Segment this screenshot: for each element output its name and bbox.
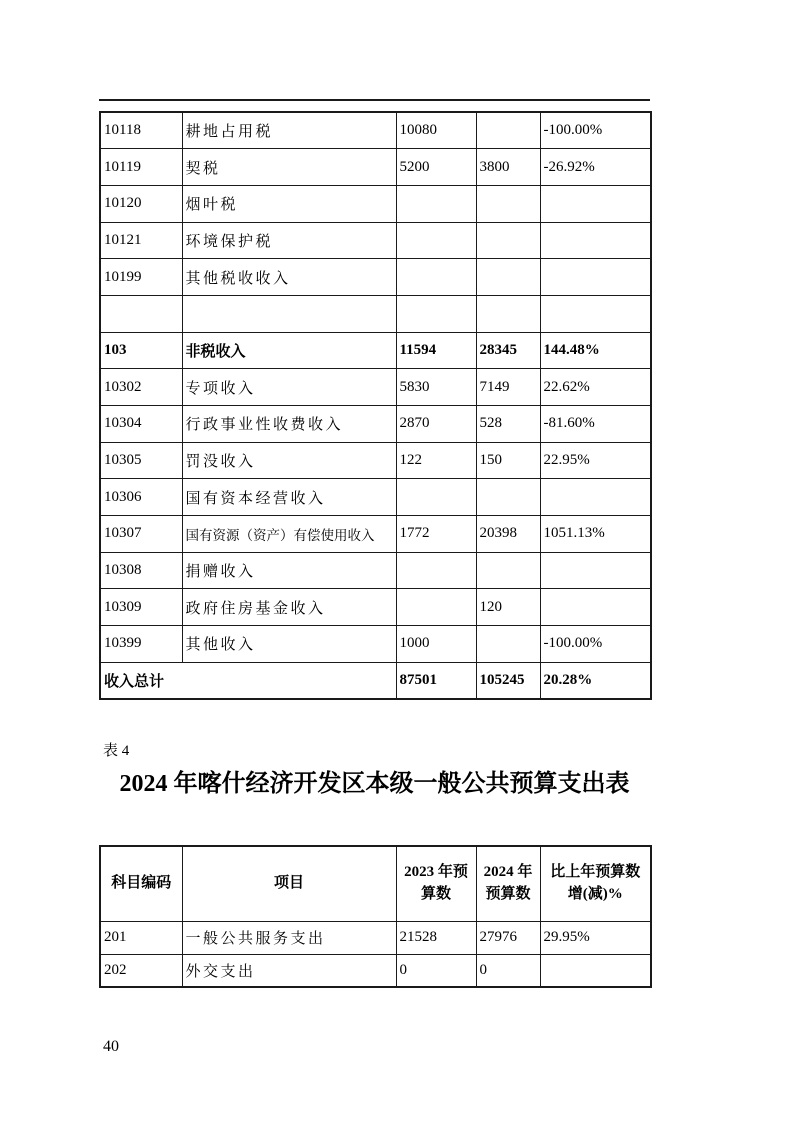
cell-y2023	[396, 295, 476, 332]
header-cell-item: 项目	[182, 846, 396, 921]
table-row	[100, 662, 651, 699]
cell-y2024: 3800	[476, 149, 540, 186]
cell-change: 29.95%	[540, 921, 651, 954]
cell-y2024	[476, 295, 540, 332]
cell-y2024: 7149	[476, 369, 540, 406]
income-table	[99, 111, 652, 700]
cell-y2023	[396, 222, 476, 259]
cell-change: 1051.13%	[540, 516, 651, 553]
cell-code: 10305	[100, 442, 182, 479]
expense-table-header-row	[100, 846, 651, 921]
table-row	[100, 442, 651, 479]
cell-change: 144.48%	[540, 332, 651, 369]
cell-item: 外交支出	[182, 954, 396, 987]
cell-y2024	[476, 479, 540, 516]
cell-change: -26.92%	[540, 149, 651, 186]
cell-y2023	[396, 259, 476, 296]
cell-change	[540, 222, 651, 259]
cell-item: 耕地占用税	[182, 112, 396, 149]
table-row	[100, 185, 651, 222]
page-title: 2024 年喀什经济开发区本级一般公共预算支出表	[119, 771, 630, 797]
expense-table	[99, 845, 652, 988]
cell-y2023: 1772	[396, 516, 476, 553]
cell-item: 非税收入	[182, 332, 396, 369]
cell-item: 政府住房基金收入	[182, 589, 396, 626]
header-cell-code: 科目编码	[100, 846, 182, 921]
cell-y2023: 11594	[396, 332, 476, 369]
cell-y2023	[396, 589, 476, 626]
cell-change: 22.62%	[540, 369, 651, 406]
table-row	[100, 921, 651, 954]
cell-y2023	[396, 185, 476, 222]
cell-code: 10199	[100, 259, 182, 296]
cell-item: 国有资本经营收入	[182, 479, 396, 516]
cell-change: -100.00%	[540, 112, 651, 149]
cell-change	[540, 295, 651, 332]
cell-y2023: 0	[396, 954, 476, 987]
table-row	[100, 626, 651, 663]
cell-y2024	[476, 112, 540, 149]
cell-item: 国有资源（资产）有偿使用收入	[182, 516, 396, 553]
page-number: 40	[103, 1038, 119, 1055]
cell-code: 10399	[100, 626, 182, 663]
cell-y2024: 150	[476, 442, 540, 479]
cell-item: 罚没收入	[182, 442, 396, 479]
cell-y2023	[396, 552, 476, 589]
cell-y2023: 87501	[396, 662, 476, 699]
table-row	[100, 479, 651, 516]
cell-code: 10302	[100, 369, 182, 406]
cell-item	[182, 295, 396, 332]
cell-code: 10308	[100, 552, 182, 589]
income-table-body	[100, 112, 651, 699]
cell-item: 其他税收收入	[182, 259, 396, 296]
cell-y2024	[476, 185, 540, 222]
table-row	[100, 406, 651, 443]
table-row	[100, 589, 651, 626]
cell-code: 10119	[100, 149, 182, 186]
cell-y2023: 21528	[396, 921, 476, 954]
cell-code: 10120	[100, 185, 182, 222]
cell-item: 契税	[182, 149, 396, 186]
cell-y2023: 5200	[396, 149, 476, 186]
cell-y2023: 10080	[396, 112, 476, 149]
cell-y2024: 20398	[476, 516, 540, 553]
cell-change: 20.28%	[540, 662, 651, 699]
cell-item: 专项收入	[182, 369, 396, 406]
cell-code: 201	[100, 921, 182, 954]
cell-y2023	[396, 479, 476, 516]
cell-y2024: 120	[476, 589, 540, 626]
cell-item: 其他收入	[182, 626, 396, 663]
cell-change	[540, 259, 651, 296]
cell-y2023: 1000	[396, 626, 476, 663]
cell-code	[100, 295, 182, 332]
cell-change	[540, 954, 651, 987]
cell-y2024: 105245	[476, 662, 540, 699]
cell-y2024: 28345	[476, 332, 540, 369]
table-row	[100, 112, 651, 149]
cell-code: 10309	[100, 589, 182, 626]
table-row	[100, 295, 651, 332]
cell-change	[540, 552, 651, 589]
cell-item: 一般公共服务支出	[182, 921, 396, 954]
cell-change: -81.60%	[540, 406, 651, 443]
cell-code: 10304	[100, 406, 182, 443]
cell-y2024	[476, 259, 540, 296]
table-row	[100, 222, 651, 259]
cell-change	[540, 185, 651, 222]
cell-change: -100.00%	[540, 626, 651, 663]
table-row	[100, 954, 651, 987]
cell-y2023: 5830	[396, 369, 476, 406]
cell-code: 10121	[100, 222, 182, 259]
cell-change	[540, 479, 651, 516]
header-cell-2023: 2023 年预算数	[396, 846, 476, 921]
table-row	[100, 332, 651, 369]
cell-y2024	[476, 626, 540, 663]
cell-code: 10118	[100, 112, 182, 149]
table-row	[100, 259, 651, 296]
cell-y2024: 528	[476, 406, 540, 443]
table-label: 表 4	[103, 743, 130, 759]
table-row	[100, 149, 651, 186]
table-row	[100, 552, 651, 589]
cell-code: 10306	[100, 479, 182, 516]
cell-code: 202	[100, 954, 182, 987]
table-row	[100, 516, 651, 553]
cell-item: 收入总计	[100, 662, 396, 699]
table-continuation-border	[99, 99, 650, 101]
header-cell-2024: 2024 年预算数	[476, 846, 540, 921]
cell-item: 烟叶税	[182, 185, 396, 222]
cell-code: 103	[100, 332, 182, 369]
cell-change: 22.95%	[540, 442, 651, 479]
expense-table-body	[100, 921, 651, 987]
cell-y2024: 27976	[476, 921, 540, 954]
cell-change	[540, 589, 651, 626]
header-cell-change: 比上年预算数增(减)%	[540, 846, 651, 921]
cell-y2024	[476, 222, 540, 259]
cell-y2023: 2870	[396, 406, 476, 443]
cell-item: 行政事业性收费收入	[182, 406, 396, 443]
cell-y2023: 122	[396, 442, 476, 479]
cell-item: 环境保护税	[182, 222, 396, 259]
cell-code: 10307	[100, 516, 182, 553]
cell-y2024	[476, 552, 540, 589]
cell-y2024: 0	[476, 954, 540, 987]
table-row	[100, 369, 651, 406]
cell-item: 捐赠收入	[182, 552, 396, 589]
